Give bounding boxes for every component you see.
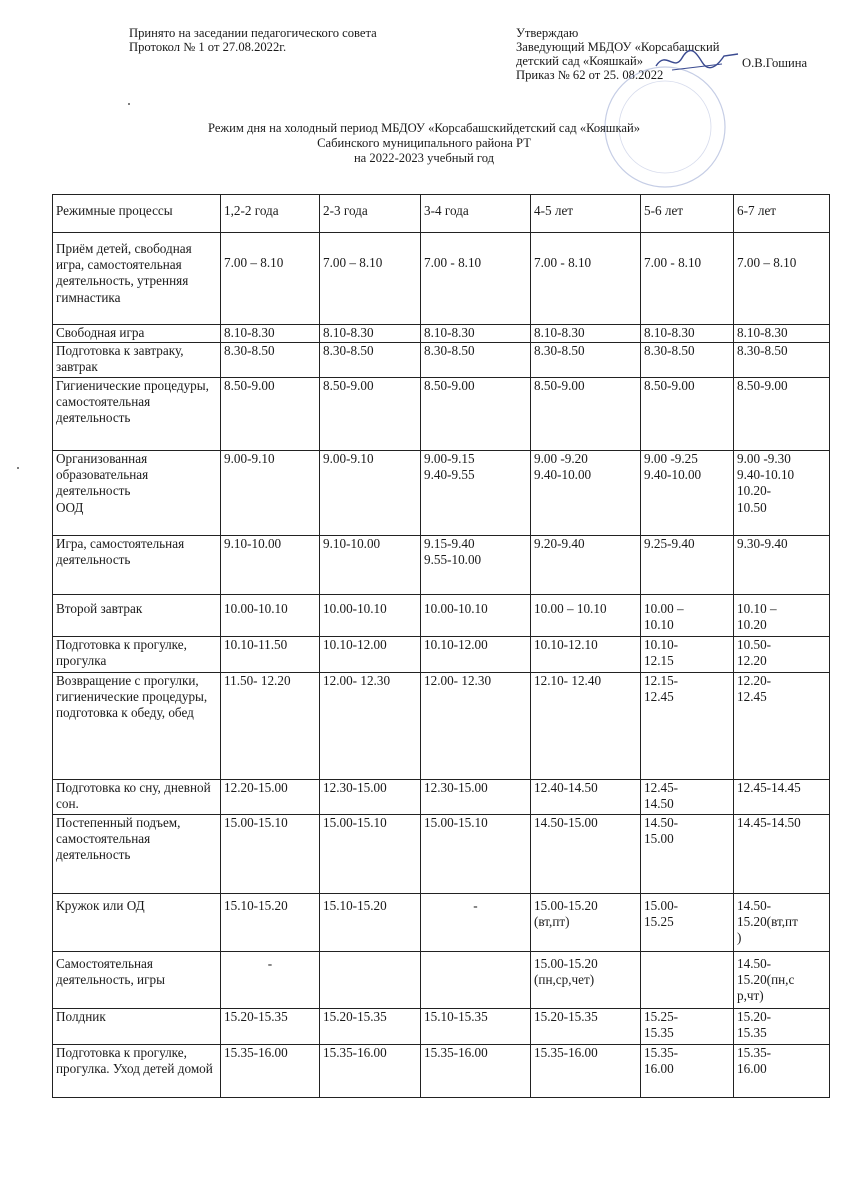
time-cell: 8.30-8.50: [641, 343, 734, 378]
protocol-line: Протокол № 1 от 27.08.2022г.: [129, 40, 287, 54]
council-approval-block: [129, 26, 377, 54]
time-cell: 8.10-8.30: [421, 325, 531, 343]
time-cell: 9.10-10.00: [320, 536, 421, 595]
time-cell: 15.20-15.35: [221, 1009, 320, 1045]
time-cell: 15.10-15.35: [421, 1009, 531, 1045]
time-cell: 8.10-8.30: [734, 325, 830, 343]
table-row: [53, 536, 830, 595]
time-cell: 8.30-8.50: [734, 343, 830, 378]
time-cell: 15.20-15.35: [320, 1009, 421, 1045]
process-cell: Возвращение с прогулки, гигиенические процедуры, подготовка к обеду, обед: [53, 673, 221, 780]
column-header: 4-5 лет: [531, 195, 641, 233]
time-cell: 8.50-9.00: [641, 378, 734, 451]
time-cell: 9.20-9.40: [531, 536, 641, 595]
time-cell: [320, 952, 421, 1009]
time-cell: 10.10-12.00: [320, 637, 421, 673]
time-cell: 12.00- 12.30: [421, 673, 531, 780]
process-cell: Второй завтрак: [53, 595, 221, 637]
time-cell: -: [421, 894, 531, 952]
approve-line: Утверждаю: [516, 26, 579, 40]
time-cell: 10.00-10.10: [221, 595, 320, 637]
table-header-row: [53, 195, 830, 233]
time-cell: 9.15-9.40 9.55-10.00: [421, 536, 531, 595]
table-row: [53, 894, 830, 952]
time-cell: 9.00 -9.25 9.40-10.00: [641, 451, 734, 536]
process-cell: Полдник: [53, 1009, 221, 1045]
time-cell: 8.50-9.00: [221, 378, 320, 451]
time-cell: 8.30-8.50: [320, 343, 421, 378]
table-row: [53, 378, 830, 451]
time-cell: 9.30-9.40: [734, 536, 830, 595]
time-cell: 8.10-8.30: [641, 325, 734, 343]
process-cell: Гигиенические процедуры, самостоятельная деятельность: [53, 378, 221, 451]
time-cell: 15.10-15.20: [221, 894, 320, 952]
time-cell: 15.25- 15.35: [641, 1009, 734, 1045]
time-cell: 15.35- 16.00: [734, 1045, 830, 1098]
time-cell: 11.50- 12.20: [221, 673, 320, 780]
process-cell: Постепенный подъем, самостоятельная деятельность: [53, 815, 221, 894]
process-cell: Подготовка ко сну, дневной сон.: [53, 780, 221, 815]
table-row: [53, 637, 830, 673]
time-cell: 12.15- 12.45: [641, 673, 734, 780]
column-header: 3-4 года: [421, 195, 531, 233]
time-cell: 10.10-12.10: [531, 637, 641, 673]
time-cell: 12.30-15.00: [320, 780, 421, 815]
time-cell: 14.50- 15.00: [641, 815, 734, 894]
table-row: [53, 1045, 830, 1098]
time-cell: 14.45-14.50: [734, 815, 830, 894]
time-cell: 15.35-16.00: [221, 1045, 320, 1098]
time-cell: 15.35-16.00: [531, 1045, 641, 1098]
time-cell: 10.10-12.00: [421, 637, 531, 673]
column-header: 5-6 лет: [641, 195, 734, 233]
time-cell: 10.00 – 10.10: [531, 595, 641, 637]
time-cell: 8.30-8.50: [221, 343, 320, 378]
time-cell: 8.50-9.00: [734, 378, 830, 451]
time-cell: 15.10-15.20: [320, 894, 421, 952]
table-row: [53, 1009, 830, 1045]
time-cell: 15.35-16.00: [320, 1045, 421, 1098]
council-approval-line: Принято на заседании педагогического совета: [129, 26, 377, 40]
time-cell: 12.30-15.00: [421, 780, 531, 815]
time-cell: 14.50- 15.20(пн,с р,чт): [734, 952, 830, 1009]
time-cell: 15.35-16.00: [421, 1045, 531, 1098]
time-cell: 7.00 – 8.10: [320, 233, 421, 325]
document-title: [0, 121, 848, 166]
time-cell: 8.10-8.30: [531, 325, 641, 343]
process-cell: Приём детей, свободная игра, самостоятельная деятельность, утренняя гимнастика: [53, 233, 221, 325]
signatory-name: О.В.Гошина: [742, 56, 808, 70]
time-cell: 12.10- 12.40: [531, 673, 641, 780]
time-cell: 15.00-15.10: [221, 815, 320, 894]
time-cell: 8.30-8.50: [421, 343, 531, 378]
director-title-line: Заведующий МБДОУ «Корсабашский: [516, 40, 720, 54]
time-cell: 9.25-9.40: [641, 536, 734, 595]
kindergarten-name-line: детский сад «Кояшкай»: [516, 54, 644, 68]
time-cell: 7.00 – 8.10: [734, 233, 830, 325]
column-header: 1,2-2 года: [221, 195, 320, 233]
time-cell: 10.10-11.50: [221, 637, 320, 673]
time-cell: 12.45- 14.50: [641, 780, 734, 815]
title-line-1: Режим дня на холодный период МБДОУ «Корсабашскийдетский сад «Кояшкай»: [208, 121, 640, 135]
time-cell: 15.00-15.10: [320, 815, 421, 894]
time-cell: 8.50-9.00: [421, 378, 531, 451]
time-cell: 9.00 -9.20 9.40-10.00: [531, 451, 641, 536]
table-row: [53, 343, 830, 378]
time-cell: 7.00 – 8.10: [221, 233, 320, 325]
time-cell: 15.00-15.20 (вт,пт): [531, 894, 641, 952]
table-row: [53, 451, 830, 536]
daily-schedule-table: [52, 194, 830, 1098]
column-header: 6-7 лет: [734, 195, 830, 233]
column-header: Режимные процессы: [53, 195, 221, 233]
time-cell: 14.50- 15.20(вт,пт ): [734, 894, 830, 952]
process-cell: Подготовка к завтраку, завтрак: [53, 343, 221, 378]
time-cell: 10.10 – 10.20: [734, 595, 830, 637]
time-cell: 9.00-9.15 9.40-9.55: [421, 451, 531, 536]
process-cell: Кружок или ОД: [53, 894, 221, 952]
time-cell: 15.00-15.10: [421, 815, 531, 894]
time-cell: 10.10- 12.15: [641, 637, 734, 673]
process-cell: Свободная игра: [53, 325, 221, 343]
time-cell: 15.00- 15.25: [641, 894, 734, 952]
table-row: [53, 815, 830, 894]
time-cell: 8.10-8.30: [320, 325, 421, 343]
table-row: [53, 595, 830, 637]
table-row: [53, 952, 830, 1009]
process-cell: Подготовка к прогулке, прогулка: [53, 637, 221, 673]
order-line: Приказ № 62 от 25. 08.2022: [516, 68, 664, 82]
time-cell: 8.50-9.00: [320, 378, 421, 451]
time-cell: 12.40-14.50: [531, 780, 641, 815]
time-cell: 8.50-9.00: [531, 378, 641, 451]
column-header: 2-3 года: [320, 195, 421, 233]
time-cell: 15.20-15.35: [531, 1009, 641, 1045]
time-cell: 9.00-9.10: [320, 451, 421, 536]
speck: [128, 103, 130, 105]
time-cell: 10.50- 12.20: [734, 637, 830, 673]
time-cell: 12.00- 12.30: [320, 673, 421, 780]
time-cell: 9.00-9.10: [221, 451, 320, 536]
table-row: [53, 325, 830, 343]
time-cell: 10.00-10.10: [320, 595, 421, 637]
title-line-3: на 2022-2023 учебный год: [353, 151, 495, 165]
process-cell: Подготовка к прогулке, прогулка. Уход детей домой: [53, 1045, 221, 1098]
time-cell: 7.00 - 8.10: [531, 233, 641, 325]
time-cell: 8.30-8.50: [531, 343, 641, 378]
time-cell: 9.10-10.00: [221, 536, 320, 595]
time-cell: [641, 952, 734, 1009]
time-cell: 15.00-15.20 (пн,ср,чет): [531, 952, 641, 1009]
time-cell: 14.50-15.00: [531, 815, 641, 894]
time-cell: 8.10-8.30: [221, 325, 320, 343]
process-cell: Организованная образовательная деятельность ООД: [53, 451, 221, 536]
table-row: [53, 780, 830, 815]
time-cell: 7.00 - 8.10: [421, 233, 531, 325]
time-cell: 15.20- 15.35: [734, 1009, 830, 1045]
time-cell: 10.00 – 10.10: [641, 595, 734, 637]
process-cell: Игра, самостоятельная деятельность: [53, 536, 221, 595]
table-row: [53, 673, 830, 780]
time-cell: 12.20- 12.45: [734, 673, 830, 780]
time-cell: 10.00-10.10: [421, 595, 531, 637]
time-cell: 7.00 - 8.10: [641, 233, 734, 325]
time-cell: -: [221, 952, 320, 1009]
speck: [17, 467, 19, 469]
time-cell: 15.35- 16.00: [641, 1045, 734, 1098]
signature-mark-icon: [652, 46, 742, 76]
table-row: [53, 233, 830, 325]
time-cell: 9.00 -9.30 9.40-10.10 10.20- 10.50: [734, 451, 830, 536]
time-cell: [421, 952, 531, 1009]
time-cell: 12.20-15.00: [221, 780, 320, 815]
process-cell: Самостоятельная деятельность, игры: [53, 952, 221, 1009]
time-cell: 12.45-14.45: [734, 780, 830, 815]
title-line-2: Сабинского муниципального района РТ: [317, 136, 531, 150]
